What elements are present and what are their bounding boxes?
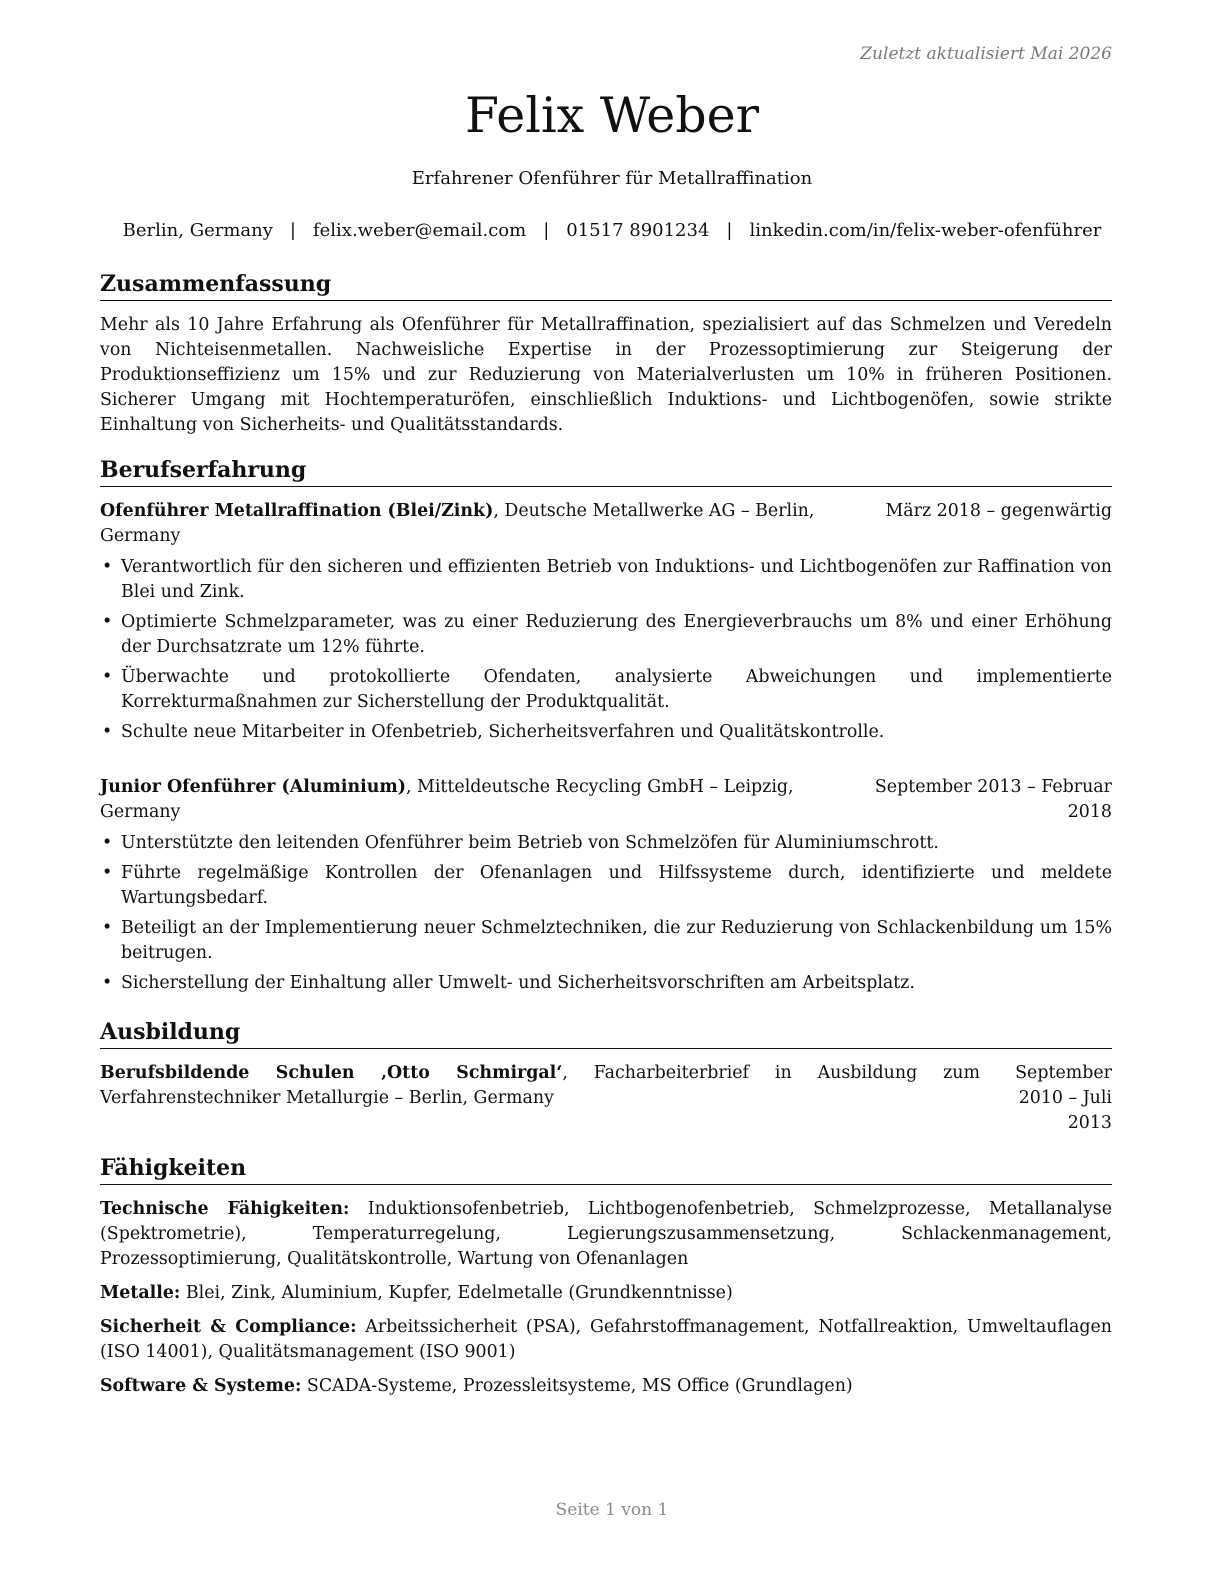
skill-line: [100, 1281, 1112, 1306]
skill-label: Technische Fähigkeiten:: [100, 1199, 350, 1219]
job-bullets: [100, 555, 1112, 745]
job-role: Junior Ofenführer (Aluminium): [100, 777, 406, 797]
skills-heading: Fähigkeiten: [100, 1152, 1112, 1185]
job-entry: [100, 775, 1112, 996]
contact-email[interactable]: felix.weber@email.com: [312, 220, 527, 241]
list-item: • Überwachte und protokollierte Ofendaten, analysierte Abweichungen und implementierte Korrekturmaßnahmen zur Sicherstellung der Produktqualität.: [100, 665, 1112, 715]
contact-separator: |: [726, 220, 733, 241]
page-number: Seite 1 von 1: [555, 1500, 669, 1520]
job-company: , Deutsche Metallwerke AG – Berlin, Germany: [100, 501, 815, 546]
job-company: , Mitteldeutsche Recycling GmbH – Leipzig, Germany: [100, 777, 794, 822]
job-dates: März 2018 – gegenwärtig: [885, 501, 1112, 521]
skill-label: Software & Systeme:: [100, 1376, 302, 1396]
contact-linkedin[interactable]: linkedin.com/in/felix-weber-ofenführer: [749, 220, 1102, 241]
list-item: • Schulte neue Mitarbeiter in Ofenbetrieb, Sicherheitsverfahren und Qualitätskontrolle.: [100, 720, 1112, 745]
education-entry: [100, 1061, 1112, 1136]
education-dates: September 2010 – Juli 2013: [1015, 1063, 1112, 1133]
contact-separator: |: [289, 220, 296, 241]
contact-line: [0, 218, 1224, 244]
job-entry: [100, 499, 1112, 745]
job-bullets: [100, 831, 1112, 996]
candidate-name: Felix Weber: [464, 87, 760, 144]
summary-heading: Zusammenfassung: [100, 268, 1112, 301]
last-updated: Zuletzt aktualisiert Mai 2026: [860, 44, 1112, 64]
list-item: • Sicherstellung der Einhaltung aller Umwelt- und Sicherheitsvorschriften am Arbeitsplatz.: [100, 971, 1112, 996]
job-dates: September 2013 – Februar 2018: [874, 777, 1112, 822]
education-degree: , Facharbeiterbrief in Ausbildung zum Verfahrenstechniker Metallurgie – Berlin, Germany: [100, 1063, 980, 1108]
skill-line: [100, 1315, 1112, 1365]
list-item: • Unterstützte den leitenden Ofenführer beim Betrieb von Schmelzöfen für Aluminiumschrott.: [100, 831, 1112, 856]
skill-text: Blei, Zink, Aluminium, Kupfer, Edelmetalle (Grundkenntnisse): [180, 1283, 733, 1303]
education-title-line: [100, 1061, 980, 1111]
skill-text: Induktionsofenbetrieb, Lichtbogenofenbetrieb, Schmelzprozesse, Metallanalyse (Spektrometrie), Temperaturregelung, Legierungszusammensetzung, Schlackenmanagement, Prozessoptimierung, Qualitätskontrolle, Wartung von Ofenanlagen: [100, 1199, 1112, 1269]
skill-label: Metalle:: [100, 1283, 181, 1303]
education-school: Berufsbildende Schulen ‚Otto Schmirgal‘: [100, 1063, 563, 1083]
job-title-line: [100, 499, 862, 549]
job-title-line: [100, 775, 848, 825]
skill-text: Arbeitssicherheit (PSA), Gefahrstoffmanagement, Notfallreaktion, Umweltauflagen (ISO 14001), Qualitätsmanagement (ISO 9001): [100, 1317, 1113, 1362]
skill-line: [100, 1197, 1112, 1272]
skill-line: [100, 1374, 1112, 1399]
list-item: • Führte regelmäßige Kontrollen der Ofenanlagen und Hilfssysteme durch, identifizierte und meldete Wartungsbedarf.: [100, 861, 1112, 911]
list-item: • Verantwortlich für den sicheren und effizienten Betrieb von Induktions- und Lichtbogenöfen zur Raffination von Blei und Zink.: [100, 555, 1112, 605]
job-header: [100, 775, 1112, 825]
list-item: • Optimierte Schmelzparameter, was zu einer Reduzierung des Energieverbrauchs um 8% und einer Erhöhung der Durchsatzrate um 12% führte.: [100, 610, 1112, 660]
contact-location: Berlin, Germany: [122, 220, 273, 241]
skill-label: Sicherheit & Compliance:: [100, 1317, 357, 1337]
education-heading: Ausbildung: [100, 1016, 1112, 1049]
tagline: Erfahrener Ofenführer für Metallraffination: [411, 168, 813, 189]
contact-separator: |: [543, 220, 550, 241]
resume-body: [100, 268, 1112, 1408]
list-item: • Beteiligt an der Implementierung neuer Schmelztechniken, die zur Reduzierung von Schlackenbildung um 15% beitrugen.: [100, 916, 1112, 966]
skill-text: SCADA-Systeme, Prozessleitsysteme, MS Office (Grundlagen): [301, 1376, 853, 1396]
contact-phone[interactable]: 01517 8901234: [566, 220, 710, 241]
experience-heading: Berufserfahrung: [100, 454, 1112, 487]
summary-text: Mehr als 10 Jahre Erfahrung als Ofenführer für Metallraffination, spezialisiert auf das Schmelzen und Veredeln von Nichteisenmetallen. Nachweisliche Expertise in der Prozessoptimierung zur Steigerung der Produktionseffizienz um 15% und zur Reduzierung von Materialverlusten um 10% in früheren Positionen. Sicherer Umgang mit Hochtemperaturöfen, einschließlich Induktions- und Lichtbogenöfen, sowie strikte Einhaltung von Sicherheits- und Qualitätsstandards.: [100, 315, 1112, 435]
job-role: Ofenführer Metallraffination (Blei/Zink): [100, 501, 494, 521]
job-header: [100, 499, 1112, 549]
